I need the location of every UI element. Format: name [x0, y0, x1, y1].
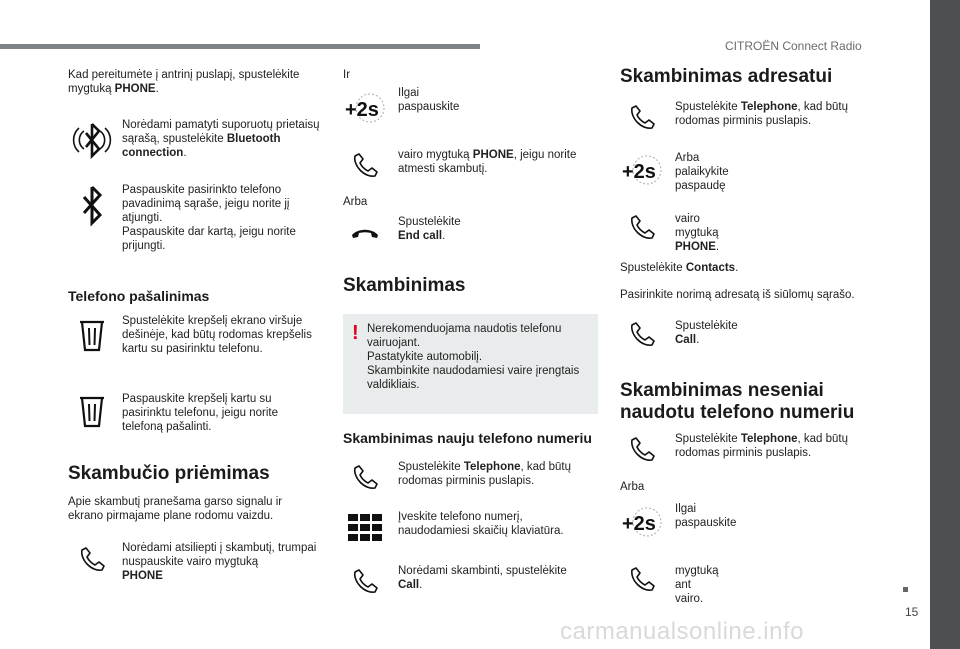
bluetooth-connection-text — [122, 118, 322, 160]
tel-bold: Telephone — [463, 461, 521, 473]
telephone-text — [398, 460, 588, 488]
end-bold: End call — [398, 230, 443, 242]
c-call-plain: Spustelėkite — [675, 320, 738, 332]
end-end: . — [442, 230, 446, 242]
phone-handset-icon — [343, 456, 387, 496]
end-marker — [903, 587, 908, 592]
warning-text: Nerekomenduojama naudotis telefonu vairuojant. Pastatykite automobilį. Skambinkite naudodamiesi vaire įrengtais valdikliais. — [367, 323, 580, 391]
section-skambinimas: Skambinimas — [343, 275, 466, 296]
header-rule — [0, 44, 480, 49]
plus-2s-badge-icon — [343, 86, 387, 126]
intro-text: Kad pereitumėte į antrinį puslapį, spustelėkite mygtuką — [68, 69, 300, 95]
receive-paragraph: Apie skambutį pranešama garso signalu ir ekrano pirmajame plane rodomu vaizdu. — [68, 496, 283, 522]
call-plain: Norėdami skambinti, spustelėkite — [398, 565, 567, 577]
bt-text: Norėdami pamatyti suporuotų prietaisų sąrašą, spustelėkite — [122, 119, 320, 145]
c-call-end: . — [696, 334, 700, 346]
trash-text-2: Paspauskite krepšelį kartu su pasirinktu telefonu, jeigu norite telefoną pašalinti. — [122, 393, 278, 433]
badge-text: +2s — [345, 99, 379, 121]
section-nauju-numeriu: Skambinimas nauju telefono numeriu — [343, 430, 592, 446]
c-phone-bold: PHONE — [675, 241, 716, 253]
intro-end: . — [155, 83, 159, 95]
plus-2s-badge-icon — [620, 148, 664, 188]
keypad-icon — [343, 506, 387, 546]
page-header-title: CITROËN Connect Radio — [725, 39, 862, 53]
c-tel-plain: Spustelėkite — [675, 101, 741, 113]
reject-text — [398, 148, 593, 176]
contact-telephone-text — [675, 100, 870, 128]
c-phone-end: . — [715, 241, 720, 253]
answer-text — [122, 541, 322, 583]
long-press-text: Ilgai paspauskite — [398, 87, 460, 113]
c-phone-plain: vairo mygtuką — [675, 213, 719, 239]
contacts-end: . — [735, 262, 739, 274]
reject-end: , jeigu norite atmesti skambutį. — [398, 149, 577, 175]
bt-bold: Bluetooth connection — [122, 133, 281, 159]
phone-handset-icon — [70, 538, 114, 578]
section-telefono-pasalinimas: Telefono pašalinimas — [68, 288, 210, 304]
bt-select-2: Paspauskite dar kartą, jeigu norite prijungti. — [122, 226, 296, 252]
end-plain: Spustelėkite — [398, 216, 461, 228]
phone-handset-icon — [620, 96, 664, 136]
keypad-text: Įveskite telefono numerį, naudodamiesi skaičių klaviatūra. — [398, 511, 564, 537]
recent-long-press-text: Ilgai paspauskite — [675, 503, 737, 529]
call-bold: Call — [398, 579, 420, 591]
section-skambinimas-adresatui: Skambinimas adresatui — [620, 66, 833, 87]
bt-select-1: Paspauskite pasirinkto telefono pavadinimą sąraše, jeigu norite jį atjungti. — [122, 184, 290, 224]
page-number: 15 — [905, 605, 919, 619]
phone-handset-icon — [620, 558, 664, 598]
bluetooth-connection-icon — [70, 118, 114, 158]
r-tel-plain: Spustelėkite — [675, 433, 741, 445]
section-skambucio-priemimas: Skambučio priėmimas — [68, 463, 270, 484]
choose-paragraph: Pasirinkite norimą adresatą iš siūlomų sąrašo. — [620, 289, 855, 301]
reject-plain: vairo mygtuką — [398, 149, 473, 161]
intro-paragraph — [68, 68, 318, 96]
recent-telephone-text — [675, 432, 870, 460]
steering-text: mygtuką ant vairo. — [675, 565, 719, 605]
contacts-paragraph — [620, 261, 738, 275]
end-call-text — [398, 215, 461, 243]
end-call-icon — [343, 213, 387, 253]
r-tel-bold: Telephone — [740, 433, 798, 445]
hold-text: Arba palaikykite paspaudę — [675, 152, 729, 192]
phone-button-text — [675, 212, 719, 254]
bluetooth-device-text — [122, 183, 312, 253]
call-text — [398, 564, 588, 592]
c-call-bold: Call — [675, 334, 697, 346]
plus-2s-badge-icon — [620, 500, 664, 540]
badge-text: +2s — [622, 513, 656, 535]
c-tel-bold: Telephone — [740, 101, 798, 113]
or2-label: Arba — [343, 196, 368, 208]
r-tel-end: , kad būtų rodomas pirminis puslapis. — [675, 433, 849, 459]
contact-call-text — [675, 319, 738, 347]
answer-plain: Norėdami atsiliepti į skambutį, trumpai nuspauskite vairo mygtuką — [122, 542, 317, 568]
contacts-plain: Spustelėkite — [620, 262, 686, 274]
phone-handset-icon — [343, 560, 387, 600]
or-label: Ir — [343, 69, 351, 81]
reject-bold: PHONE — [472, 149, 514, 161]
tel-plain: Spustelėkite — [398, 461, 464, 473]
trash-icon — [70, 314, 114, 354]
answer-bold: PHONE — [122, 570, 163, 582]
phone-handset-icon — [620, 428, 664, 468]
phone-handset-icon — [620, 206, 664, 246]
c-tel-end: , kad būtų rodomas pirminis puslapis. — [675, 101, 849, 127]
contacts-bold: Contacts — [685, 262, 736, 274]
badge-text: +2s — [622, 161, 656, 183]
side-tab — [930, 0, 960, 649]
trash-text-1: Spustelėkite krepšelį ekrano viršuje dešinėje, kad būtų rodomas krepšelis kartu su pasirinktu telefonu. — [122, 315, 312, 355]
warning-icon: ! — [352, 322, 359, 344]
warning-note — [343, 314, 598, 414]
call-end: . — [419, 579, 423, 591]
phone-label: PHONE — [114, 83, 156, 95]
trash-icon — [70, 390, 114, 430]
watermark: carmanualsonline.info — [560, 618, 804, 645]
section-neseniai-naudotu: Skambinimas neseniai naudotu telefono numeriu — [620, 380, 855, 423]
or-label-3: Arba — [620, 481, 645, 493]
phone-handset-icon — [343, 144, 387, 184]
phone-handset-icon — [620, 313, 664, 353]
tel-end: , kad būtų rodomas pirminis puslapis. — [398, 461, 572, 487]
bluetooth-icon — [70, 183, 114, 223]
bt-end: . — [183, 147, 187, 159]
